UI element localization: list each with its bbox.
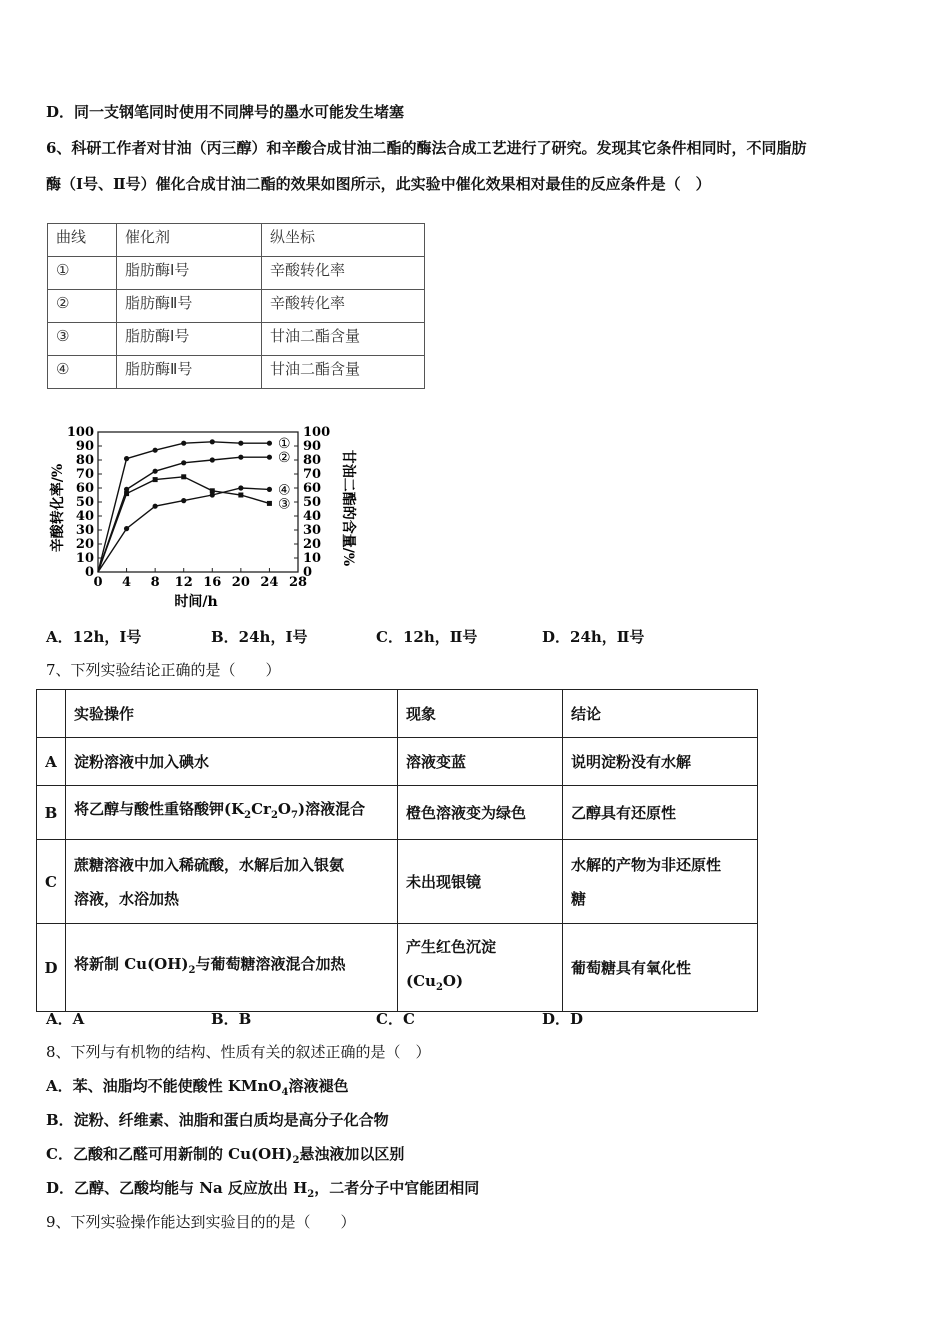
q6-option-d: D．24h，Ⅱ号	[542, 628, 645, 646]
q7-option-a: A．A	[46, 1010, 85, 1028]
y-axis-label-left: 辛酸转化率/%	[50, 463, 66, 553]
table-cell: 辛酸转化率	[262, 290, 425, 323]
table-row	[48, 323, 425, 356]
text-segment: 将新制 Cu(OH)	[74, 955, 189, 973]
data-point	[181, 498, 186, 503]
series-label: ②	[278, 450, 291, 467]
y-tick-label-right: 50	[303, 495, 322, 510]
table-row	[37, 786, 758, 840]
subscript: 2	[270, 810, 278, 821]
experiment-table	[36, 689, 758, 1012]
y-tick-label-left: 50	[75, 495, 94, 510]
row-label: B	[37, 786, 66, 840]
y-tick-label-right: 70	[303, 467, 322, 482]
text-segment: 将乙醇与酸性重铬酸钾(K	[74, 800, 245, 818]
data-point	[267, 455, 272, 460]
data-point	[153, 448, 158, 453]
catalyst-table	[47, 223, 425, 389]
table-cell: 脂肪酶Ⅱ号	[117, 356, 262, 389]
data-point	[153, 504, 158, 509]
y-axis-label-right: 甘油二酯的含量/%	[340, 449, 356, 567]
row-label: A	[37, 738, 66, 786]
y-tick-label-right: 10	[303, 551, 322, 566]
table-cell: 溶液变蓝	[398, 738, 563, 786]
table-cell	[66, 924, 398, 1012]
text-segment: Cr	[251, 800, 271, 818]
table-cell: 脂肪酶Ⅰ号	[117, 323, 262, 356]
table-cell: 脂肪酶Ⅰ号	[117, 257, 262, 290]
q8-option-c	[46, 1144, 404, 1171]
y-tick-label-right: 20	[303, 537, 322, 552]
y-tick-label-left: 0	[84, 565, 94, 580]
y-tick-label-right: 0	[303, 565, 313, 580]
data-point	[153, 477, 158, 482]
x-axis-label: 时间/h	[174, 594, 218, 610]
x-tick-label: 4	[122, 575, 132, 590]
q8-option-d	[46, 1178, 479, 1205]
data-point	[267, 501, 272, 506]
text-segment: 与葡萄糖溶液混合加热	[195, 955, 346, 973]
text-segment: D．乙醇、乙酸均能与 Na 反应放出 H	[46, 1179, 308, 1197]
conversion-chart	[40, 420, 360, 610]
x-tick-label: 24	[260, 575, 279, 590]
data-point	[210, 457, 215, 462]
y-tick-label-left: 10	[75, 551, 94, 566]
x-tick-label: 16	[203, 575, 222, 590]
data-point	[124, 491, 129, 496]
table-cell: 甘油二酯含量	[262, 356, 425, 389]
series-label: ①	[278, 436, 291, 453]
text-line: 水解的产物为非还原性	[571, 855, 722, 874]
q7-option-b: B．B	[211, 1010, 252, 1028]
table-cell: ③	[48, 323, 117, 356]
table-cell: 催化剂	[117, 224, 262, 257]
x-tick-label: 12	[174, 575, 193, 590]
subscript: 7	[291, 810, 298, 821]
table-cell: 结论	[563, 690, 758, 738]
subscript: 2	[292, 1155, 300, 1166]
y-tick-label-left: 40	[75, 509, 94, 524]
table-cell: 甘油二酯含量	[262, 323, 425, 356]
data-point	[181, 460, 186, 465]
text-line: 蔗糖溶液中加入稀硫酸，水解后加入银氨	[74, 855, 345, 874]
data-point	[124, 456, 129, 461]
text-line: 溶液，水浴加热	[74, 889, 180, 908]
table-cell: 实验操作	[66, 690, 398, 738]
series-line	[98, 477, 269, 572]
data-point	[210, 492, 215, 497]
q6-stem-line2: 酶（Ⅰ号、Ⅱ号）催化合成甘油二酯的效果如图所示，此实验中催化效果相对最佳的反应条件是（ ）	[46, 175, 711, 193]
q9-stem: 9、下列实验操作能达到实验目的的是（ ）	[46, 1213, 356, 1231]
table-row	[48, 257, 425, 290]
table-cell	[398, 924, 563, 1012]
table-cell: 辛酸转化率	[262, 257, 425, 290]
text-segment: O)	[442, 972, 464, 990]
y-tick-label-left: 70	[75, 467, 94, 482]
text-segment: C．乙酸和乙醛可用新制的 Cu(OH)	[46, 1145, 293, 1163]
subscript: 2	[435, 982, 443, 993]
q7-stem: 7、下列实验结论正确的是（ ）	[46, 661, 281, 679]
q6-stem-line1: 6、科研工作者对甘油（丙三醇）和辛酸合成甘油二酯的酶法合成工艺进行了研究。发现其它条件相同时，不同脂肪	[46, 139, 807, 157]
text-line	[406, 964, 554, 1005]
table-cell: ④	[48, 356, 117, 389]
y-tick-label-right: 60	[303, 481, 322, 496]
data-point	[181, 441, 186, 446]
text-segment: (Cu	[406, 972, 436, 990]
text-segment: )溶液混合	[297, 800, 366, 818]
row-label: C	[37, 840, 66, 924]
y-tick-label-right: 30	[303, 523, 322, 538]
x-tick-label: 20	[231, 575, 250, 590]
x-tick-label: 28	[288, 575, 308, 590]
table-cell: 淀粉溶液中加入碘水	[66, 738, 398, 786]
y-tick-label-right: 40	[303, 509, 322, 524]
data-point	[124, 526, 129, 531]
series-label: ④	[278, 482, 291, 499]
table-cell	[563, 840, 758, 924]
table-row	[48, 290, 425, 323]
x-tick-label: 8	[150, 575, 160, 590]
q7-option-c: C．C	[376, 1010, 415, 1028]
text-line: 糖	[571, 889, 587, 908]
text-segment: O	[277, 800, 291, 818]
table-row	[37, 690, 758, 738]
text-segment: 溶液褪色	[288, 1077, 349, 1095]
table-cell: 橙色溶液变为绿色	[398, 786, 563, 840]
table-cell	[66, 786, 398, 840]
table-cell: ②	[48, 290, 117, 323]
subscript: 4	[281, 1087, 289, 1098]
y-tick-label-left: 90	[75, 439, 94, 454]
data-point	[210, 439, 215, 444]
text-segment: ，二者分子中官能团相同	[314, 1179, 480, 1197]
table-cell: 乙醇具有还原性	[563, 786, 758, 840]
table-row	[37, 840, 758, 924]
y-tick-label-left: 30	[75, 523, 94, 538]
table-cell: 未出现银镜	[398, 840, 563, 924]
text-line: 产生红色沉淀	[406, 938, 497, 956]
q7-option-d: D．D	[542, 1010, 584, 1028]
data-point	[238, 485, 243, 490]
q5-option-d: D．同一支钢笔同时使用不同牌号的墨水可能发生堵塞	[46, 103, 405, 121]
table-row	[48, 224, 425, 257]
data-point	[238, 441, 243, 446]
text-segment: 悬浊液加以区别	[299, 1145, 405, 1163]
y-tick-label-left: 60	[75, 481, 94, 496]
subscript: 2	[188, 965, 196, 976]
table-cell: 葡萄糖具有氧化性	[563, 924, 758, 1012]
q6-option-a: A．12h，Ⅰ号	[46, 628, 142, 646]
data-point	[267, 441, 272, 446]
q8-option-b: B．淀粉、纤维素、油脂和蛋白质均是高分子化合物	[46, 1111, 389, 1129]
y-tick-label-right: 100	[303, 425, 331, 440]
table-cell: ①	[48, 257, 117, 290]
q8-option-a	[46, 1076, 348, 1103]
data-point	[267, 487, 272, 492]
data-point	[181, 474, 186, 479]
x-tick-label: 0	[93, 575, 103, 590]
table-cell: 纵坐标	[262, 224, 425, 257]
row-label: D	[37, 924, 66, 1012]
data-point	[238, 455, 243, 460]
table-cell: 现象	[398, 690, 563, 738]
series-label: ③	[278, 496, 291, 513]
y-tick-label-right: 80	[303, 453, 322, 468]
y-tick-label-right: 90	[303, 439, 322, 454]
table-row	[37, 924, 758, 1012]
table-row	[37, 738, 758, 786]
table-cell: 曲线	[48, 224, 117, 257]
y-tick-label-left: 80	[75, 453, 94, 468]
y-tick-label-left: 100	[66, 425, 94, 440]
data-point	[153, 469, 158, 474]
subscript: 2	[307, 1189, 315, 1200]
table-cell	[66, 840, 398, 924]
table-row	[48, 356, 425, 389]
q8-stem: 8、下列与有机物的结构、性质有关的叙述正确的是（ ）	[46, 1043, 431, 1061]
q6-option-c: C．12h，Ⅱ号	[376, 628, 478, 646]
subscript: 2	[244, 810, 252, 821]
table-cell: 脂肪酶Ⅱ号	[117, 290, 262, 323]
y-tick-label-left: 20	[75, 537, 94, 552]
data-point	[238, 493, 243, 498]
text-segment: A．苯、油脂均不能使酸性 KMnO	[46, 1077, 282, 1095]
q6-option-b: B．24h，Ⅰ号	[211, 628, 308, 646]
table-cell	[37, 690, 66, 738]
table-cell: 说明淀粉没有水解	[563, 738, 758, 786]
